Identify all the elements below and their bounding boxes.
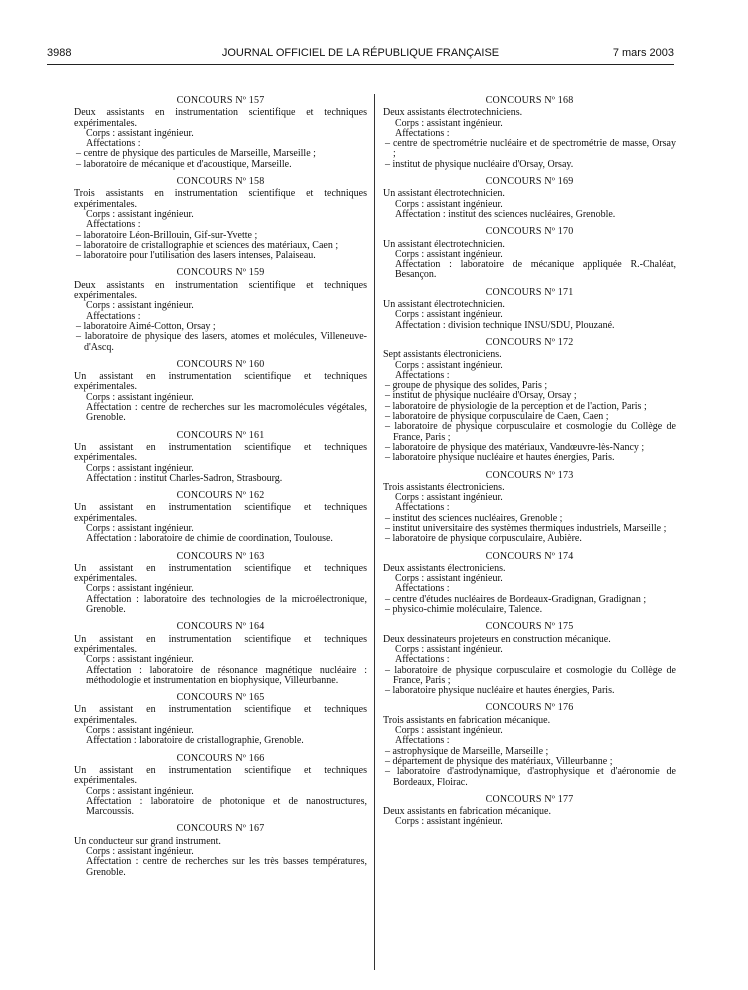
affectations-label: Affectations : (395, 127, 450, 139)
concours-section (383, 288, 676, 331)
concours-description: Un assistant en instrumentation scientifique et techniques expérimentales. (74, 764, 367, 787)
concours-description: Trois assistants en fabrication mécanique. (383, 714, 551, 726)
column-divider (374, 94, 375, 970)
corps-line: Corps : assistant ingénieur. (395, 117, 503, 129)
affectation-item: – institut des sciences nucléaires, Grenoble ; (383, 514, 676, 524)
affectation-item: – astrophysique de Marseille, Marseille ; (383, 747, 676, 757)
concours-description: Un assistant en instrumentation scientifique et techniques expérimentales. (74, 371, 367, 393)
concours-section (383, 471, 676, 545)
concours-section (383, 703, 676, 787)
concours-description: Un assistant en instrumentation scientifique et techniques expérimentales. (74, 441, 367, 464)
affectation-item: – laboratoire physique nucléaire et hautes énergies, Paris. (383, 686, 676, 696)
affectation-item: – laboratoire de physique corpusculaire, Aubière. (383, 534, 676, 544)
concours-description: Trois assistants électroniciens. (383, 481, 505, 493)
page-header (47, 47, 674, 61)
affectation-item: – département de physique des matériaux, Villeurbanne ; (383, 757, 676, 767)
affectation-line: Affectation : centre de recherches sur les très basses températures, Grenoble. (86, 856, 367, 878)
concours-section (383, 177, 676, 220)
affectation-line: Affectation : centre de recherches sur les macromolécules végétales, Grenoble. (86, 402, 367, 424)
affectation-item: – institut de physique nucléaire d'Orsay, Orsay. (383, 160, 676, 170)
corps-line: Corps : assistant ingénieur. (86, 127, 194, 139)
concours-description: Un assistant en instrumentation scientifique et techniques expérimentales. (74, 562, 367, 585)
concours-section (74, 754, 367, 818)
concours-heading: CONCOURS Nº 163 (176, 550, 265, 562)
concours-section (383, 227, 676, 280)
affectation-item: – laboratoire Léon-Brillouin, Gif-sur-Yvette ; (74, 231, 367, 241)
concours-section (74, 622, 367, 686)
concours-section (74, 824, 367, 877)
affectation-item: – laboratoire de cristallographie et sciences des matériaux, Caen ; (74, 241, 367, 251)
concours-section (74, 552, 367, 616)
corps-line: Corps : assistant ingénieur. (86, 522, 194, 534)
corps-line: Corps : assistant ingénieur. (86, 391, 194, 403)
affectation-item: – laboratoire d'astrodynamique, d'astrophysique et d'aéronomie de Bordeaux, Floirac. (383, 767, 676, 788)
concours-section (383, 795, 676, 828)
concours-heading: CONCOURS Nº 165 (176, 692, 265, 704)
concours-description: Un assistant en instrumentation scientifique et techniques expérimentales. (74, 704, 367, 726)
corps-line: Corps : assistant ingénieur. (395, 643, 503, 655)
affectation-line: Affectation : laboratoire de mécanique appliquée R.-Chaléat, Besançon. (395, 259, 676, 281)
affectation-line: Affectation : laboratoire des technologies de la microélectronique, Grenoble. (86, 593, 367, 616)
affectations-label: Affectations : (395, 735, 450, 747)
concours-description: Deux assistants électroniciens. (383, 562, 506, 574)
corps-line: Corps : assistant ingénieur. (395, 492, 503, 504)
concours-heading: CONCOURS Nº 175 (485, 621, 574, 633)
concours-section (74, 177, 367, 261)
corps-line: Corps : assistant ingénieur. (395, 816, 503, 828)
concours-description: Deux assistants en instrumentation scientifique et techniques expérimentales. (74, 107, 367, 129)
affectation-item: – physico-chimie moléculaire, Talence. (383, 605, 676, 615)
concours-section (74, 268, 367, 352)
concours-description: Un assistant électrotechnicien. (383, 188, 505, 200)
affectation-item: – laboratoire de physique corpusculaire de Caen, Caen ; (383, 412, 676, 422)
concours-heading: CONCOURS Nº 172 (485, 336, 574, 348)
concours-description: Un assistant en instrumentation scientifique et techniques expérimentales. (74, 633, 367, 655)
journal-title: JOURNAL OFFICIEL DE LA RÉPUBLIQUE FRANÇAISE (221, 47, 500, 59)
affectation-item: – laboratoire pour l'utilisation des lasers intenses, Palaiseau. (74, 251, 367, 261)
affectations-label: Affectations : (86, 310, 141, 322)
concours-heading: CONCOURS Nº 160 (176, 358, 265, 370)
concours-description: Deux dessinateurs projeteurs en construction mécanique. (383, 633, 611, 645)
corps-line: Corps : assistant ingénieur. (86, 725, 194, 737)
header-rule (47, 64, 674, 65)
affectation-line: Affectation : laboratoire de chimie de coordination, Toulouse. (86, 533, 333, 545)
concours-description: Deux assistants électrotechniciens. (383, 107, 523, 119)
corps-line: Corps : assistant ingénieur. (395, 309, 503, 321)
concours-description: Trois assistants en instrumentation scientifique et techniques expérimentales. (74, 188, 367, 210)
affectation-item: – institut de physique nucléaire d'Orsay, Orsay ; (383, 391, 676, 401)
corps-line: Corps : assistant ingénieur. (86, 462, 194, 474)
concours-description: Deux assistants en fabrication mécanique. (383, 806, 551, 818)
affectation-item: – laboratoire physique nucléaire et hautes énergies, Paris. (383, 453, 676, 463)
concours-description: Un assistant électrotechnicien. (383, 238, 505, 250)
affectation-line: Affectation : institut Charles-Sadron, Strasbourg. (86, 472, 283, 484)
concours-heading: CONCOURS Nº 159 (176, 267, 265, 279)
concours-heading: CONCOURS Nº 162 (176, 490, 265, 502)
affectations-label: Affectations : (86, 219, 141, 231)
corps-line: Corps : assistant ingénieur. (395, 573, 503, 585)
affectation-item: – institut universitaire des systèmes thermiques industriels, Marseille ; (383, 524, 676, 534)
affectation-line: Affectation : division technique INSU/SDU, Plouzané. (395, 319, 615, 331)
affectation-item: – laboratoire de physique des lasers, atomes et molécules, Villeneuve-d'Ascq. (74, 332, 367, 353)
concours-section (383, 622, 676, 696)
concours-description: Un assistant en instrumentation scientifique et techniques expérimentales. (74, 502, 367, 524)
concours-heading: CONCOURS Nº 169 (485, 176, 574, 188)
concours-heading: CONCOURS Nº 157 (176, 95, 265, 106)
affectation-item: – centre d'études nucléaires de Bordeaux-Gradignan, Gradignan ; (383, 595, 676, 605)
concours-heading: CONCOURS Nº 176 (485, 702, 574, 714)
concours-heading: CONCOURS Nº 174 (485, 550, 574, 562)
affectation-line: Affectation : laboratoire de photonique et de nanostructures, Marcoussis. (86, 795, 367, 818)
corps-line: Corps : assistant ingénieur. (395, 359, 503, 371)
affectations-label: Affectations : (395, 654, 450, 666)
affectation-item: – laboratoire de physique corpusculaire et cosmologie du Collège de France, Paris ; (383, 422, 676, 443)
affectation-item: – groupe de physique des solides, Paris ; (383, 381, 676, 391)
affectation-item: – laboratoire de physique corpusculaire et cosmologie du Collège de France, Paris ; (383, 666, 676, 687)
affectation-item: – laboratoire Aimé-Cotton, Orsay ; (74, 322, 367, 332)
corps-line: Corps : assistant ingénieur. (86, 654, 194, 666)
concours-section (74, 431, 367, 484)
concours-description: Un conducteur sur grand instrument. (74, 835, 221, 847)
corps-line: Corps : assistant ingénieur. (86, 300, 194, 312)
concours-section (74, 491, 367, 544)
concours-heading: CONCOURS Nº 164 (176, 621, 265, 633)
corps-line: Corps : assistant ingénieur. (395, 198, 503, 210)
concours-description: Deux assistants en instrumentation scientifique et techniques expérimentales. (74, 279, 367, 302)
affectation-line: Affectation : institut des sciences nucléaires, Grenoble. (395, 208, 616, 220)
affectations-label: Affectations : (395, 369, 450, 381)
corps-line: Corps : assistant ingénieur. (86, 785, 194, 797)
affectations-label: Affectations : (86, 138, 141, 150)
corps-line: Corps : assistant ingénieur. (86, 846, 194, 857)
affectation-line: Affectation : laboratoire de résonance magnétique nucléaire : méthodologie et instrumentation en biophysique, Villeurbanne. (86, 664, 367, 686)
concours-heading: CONCOURS Nº 173 (485, 469, 574, 481)
affectation-line: Affectation : laboratoire de cristallographie, Grenoble. (86, 735, 304, 747)
concours-section (74, 693, 367, 746)
right-column (383, 96, 676, 835)
corps-line: Corps : assistant ingénieur. (86, 583, 194, 595)
corps-line: Corps : assistant ingénieur. (395, 248, 503, 260)
affectations-label: Affectations : (395, 583, 450, 595)
concours-section (383, 552, 676, 616)
concours-heading: CONCOURS Nº 166 (176, 752, 265, 764)
affectation-item: – laboratoire de physique des matériaux, Vandœuvre-lès-Nancy ; (383, 443, 676, 453)
concours-description: Un assistant électrotechnicien. (383, 299, 505, 311)
corps-line: Corps : assistant ingénieur. (395, 725, 503, 737)
concours-heading: CONCOURS Nº 168 (485, 95, 574, 106)
affectation-item: – centre de spectrométrie nucléaire et de spectrométrie de masse, Orsay ; (383, 139, 676, 160)
corps-line: Corps : assistant ingénieur. (86, 208, 194, 220)
concours-section (383, 96, 676, 170)
concours-heading: CONCOURS Nº 167 (176, 823, 265, 835)
affectation-item: – laboratoire de physiologie de la perception et de l'action, Paris ; (383, 402, 676, 412)
affectations-label: Affectations : (395, 502, 450, 514)
concours-heading: CONCOURS Nº 177 (485, 793, 574, 805)
concours-section (74, 360, 367, 424)
concours-heading: CONCOURS Nº 158 (176, 176, 265, 188)
publication-date: 7 mars 2003 (612, 47, 674, 59)
concours-heading: CONCOURS Nº 161 (176, 429, 265, 441)
concours-section (74, 96, 367, 170)
concours-description: Sept assistants électroniciens. (383, 349, 502, 361)
concours-section (383, 338, 676, 464)
left-column (74, 96, 367, 885)
concours-heading: CONCOURS Nº 171 (485, 286, 574, 298)
affectation-item: – laboratoire de mécanique et d'acoustique, Marseille. (74, 160, 367, 170)
page-number: 3988 (47, 47, 72, 59)
concours-heading: CONCOURS Nº 170 (485, 226, 574, 238)
affectation-item: – centre de physique des particules de Marseille, Marseille ; (74, 149, 367, 159)
